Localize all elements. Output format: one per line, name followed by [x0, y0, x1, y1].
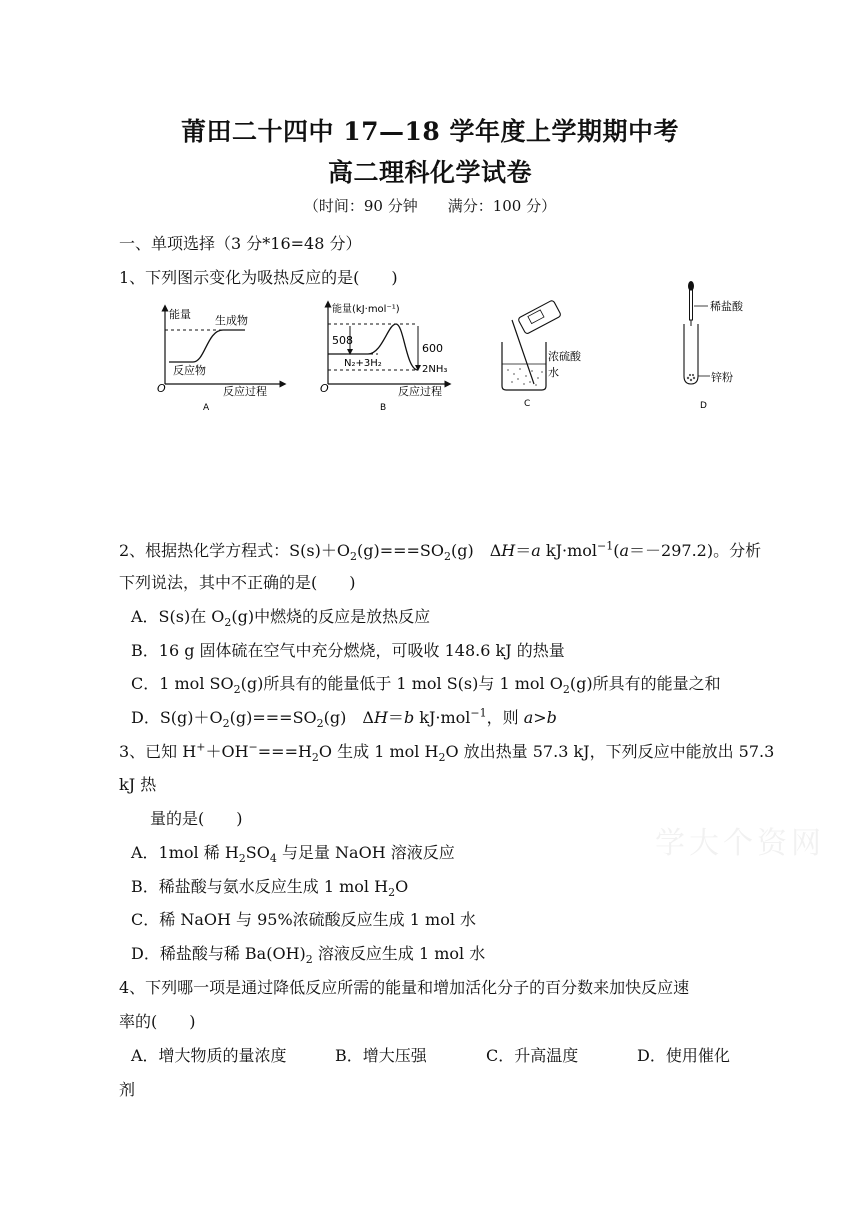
- figure-b-ylabel: 能量(kJ·mol⁻¹): [332, 304, 400, 315]
- question-4-option-d: D．使用催化: [637, 1046, 730, 1065]
- question-2-option-a: A．S(s)在 $O_2(g)$中燃烧的反应是放热反应: [131, 607, 431, 630]
- figure-d-letter: D: [700, 401, 707, 411]
- question-2-option-b: B．16 g 固体硫在空气中充分燃烧，可吸收 148.6 kJ 的热量: [131, 641, 565, 660]
- section-heading: 一、单项选择（3 分*16=48 分）: [119, 234, 362, 253]
- figure-b-energy-diagram: [318, 298, 458, 415]
- question-3-stem-line2: kJ 热: [119, 775, 157, 794]
- figure-a-product-label: 生成物: [215, 314, 248, 327]
- exam-subtitle: （时间：90 分钟 满分：100 分）: [303, 197, 557, 215]
- exam-title-line1: 莆田二十四中 17—18 学年度上学期期中考: [181, 117, 679, 146]
- question-2-option-c: C．1 mol $SO_2(g)$所具有的能量低于 1 mol S(s)与 1 mol $O_2(g)$所具有的能量之和: [131, 674, 721, 697]
- figure-c-letter: C: [524, 399, 531, 409]
- question-3-stem-line1: 3、已知 $H^++OH^-===H_2O$ 生成 1 mol $H_2O$ 放出热量 57.3 kJ，下列反应中能放出 57.3: [119, 740, 775, 765]
- figure-b-origin: O: [320, 382, 329, 395]
- question-3-option-b: B．稀盐酸与氨水反应生成 1 mol $H_2O$: [131, 877, 409, 900]
- figure-d-test-tube: [680, 278, 760, 413]
- question-4-option-c: C．升高温度: [486, 1046, 579, 1065]
- figure-a-energy-diagram: [155, 300, 290, 415]
- question-3-stem-line3: 量的是( ): [150, 809, 243, 828]
- question-3-option-c: C．稀 NaOH 与 95%浓硫酸反应生成 1 mol 水: [131, 910, 477, 929]
- figure-a-letter: A: [203, 403, 210, 413]
- question-4-option-b: B．增大压强: [335, 1046, 427, 1065]
- figure-b-value-508: 508: [332, 334, 353, 347]
- figure-a-reactant-label: 反应物: [173, 364, 206, 377]
- figure-c-label-acid: 浓硫酸: [548, 350, 581, 363]
- exam-title-line2: 高二理科化学试卷: [327, 158, 532, 187]
- question-2-stem-line1: 2、根据热化学方程式：$S(s)+O_2(g)===SO_2(g)$ ΔH＝a kJ·mol$^{-1}$(a＝－297.2)。分析: [119, 539, 762, 564]
- question-2-stem-line2: 下列说法，其中不正确的是( ): [119, 573, 356, 592]
- figure-c-dilution-apparatus: [490, 298, 600, 415]
- figure-b-xlabel: 反应过程: [398, 385, 442, 398]
- figure-a-ylabel: 能量: [169, 308, 191, 321]
- figure-b-value-600: 600: [422, 342, 443, 355]
- figure-a-xlabel: 反应过程: [223, 385, 267, 398]
- question-4-stem-line1: 4、下列哪一项是通过降低反应所需的能量和增加活化分子的百分数来加快反应速: [119, 978, 690, 997]
- figure-d-label-acid: 稀盐酸: [710, 300, 743, 313]
- question-1-stem: 1、下列图示变化为吸热反应的是( ): [119, 268, 398, 287]
- figure-c-label-water: 水: [548, 366, 559, 379]
- question-2-option-d: D．$S(g)+O_2(g)===SO_2(g)$ ΔH＝b kJ·mol$^{-1}$，则 a>b: [131, 706, 557, 731]
- figure-b-reactant-label: N₂+3H₂: [344, 358, 382, 369]
- figure-d-label-zinc: 锌粉: [711, 371, 733, 384]
- watermark: 学大个资网: [655, 826, 825, 861]
- question-3-option-d: D．稀盐酸与稀 $Ba(OH)_2$ 溶液反应生成 1 mol 水: [131, 944, 486, 967]
- question-3-option-a: A．1mol 稀 $H_2SO_4$ 与足量 NaOH 溶液反应: [131, 843, 455, 866]
- question-4-option-d-wrap: 剂: [119, 1080, 136, 1099]
- figure-b-product-label: 2NH₃: [422, 364, 448, 375]
- question-4-option-a: A．增大物质的量浓度: [131, 1046, 287, 1065]
- figure-b-letter: B: [380, 403, 387, 413]
- question-4-stem-line2: 率的( ): [119, 1012, 196, 1031]
- figure-a-origin: O: [157, 382, 166, 395]
